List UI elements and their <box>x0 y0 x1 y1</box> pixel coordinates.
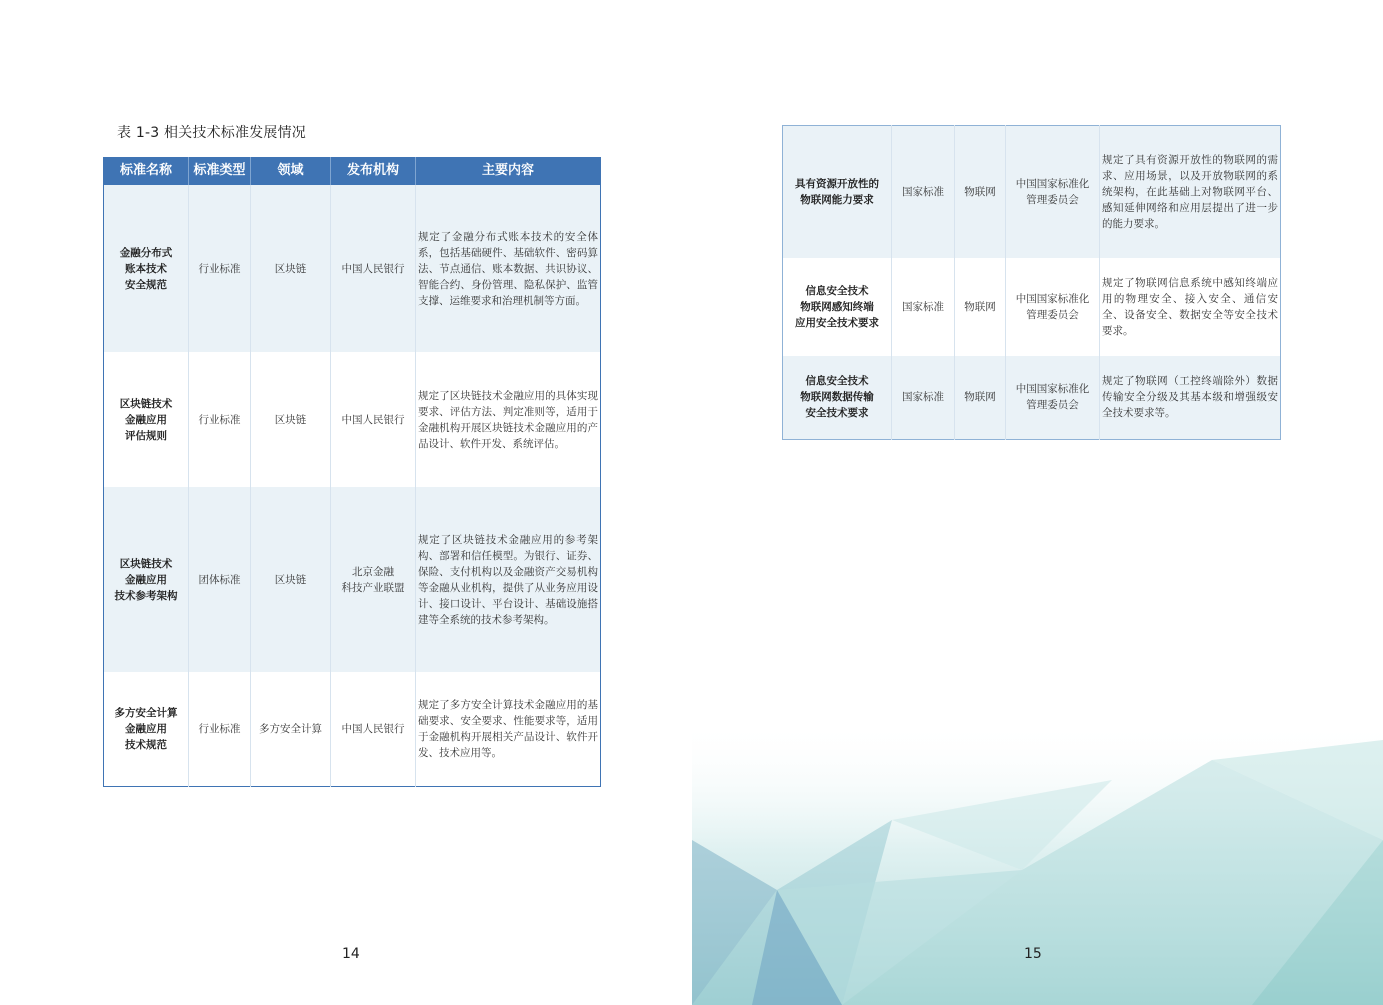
standard-org: 中国国家标准化 管理委员会 <box>1006 258 1100 356</box>
table-row <box>104 672 601 786</box>
standard-name: 信息安全技术 物联网感知终端 应用安全技术要求 <box>783 258 892 356</box>
decorative-background <box>692 720 1383 1005</box>
standard-org: 北京金融 科技产业联盟 <box>331 487 416 672</box>
table-header-row <box>104 157 601 185</box>
standard-field: 物联网 <box>955 258 1006 356</box>
standard-type: 团体标准 <box>189 487 251 672</box>
standard-content: 规定了多方安全计算技术金融应用的基础要求、安全要求、性能要求等，适用于金融机构开展相关产品设计、软件开发、技术应用等。 <box>418 698 598 759</box>
standard-name: 多方安全计算 金融应用 技术规范 <box>104 672 189 786</box>
standard-name: 具有资源开放性的 物联网能力要求 <box>783 126 892 258</box>
standard-content: 规定了物联网信息系统中感知终端应用的物理安全、接入安全、通信安全、设备安全、数据安全等安全技术要求。 <box>1102 276 1278 337</box>
standard-type: 行业标准 <box>189 672 251 786</box>
table-caption: 表 1-3 相关技术标准发展情况 <box>117 125 306 141</box>
standard-field: 区块链 <box>251 352 331 487</box>
standard-content: 规定了金融分布式账本技术的安全体系，包括基础硬件、基础软件、密码算法、节点通信、账本数据、共识协议、智能合约、身份管理、隐私保护、监管支撑、运维要求和治理机制等方面。 <box>416 185 601 352</box>
standards-table <box>103 157 601 787</box>
table-row <box>104 352 601 487</box>
table-row <box>783 258 1281 356</box>
standard-org: 中国国家标准化 管理委员会 <box>1006 126 1100 258</box>
standard-name: 区块链技术 金融应用 技术参考架构 <box>104 487 189 672</box>
standard-field: 区块链 <box>251 487 331 672</box>
standard-org: 中国人民银行 <box>331 352 416 487</box>
standard-type: 国家标准 <box>892 356 955 440</box>
table-row <box>783 126 1281 258</box>
standard-name: 信息安全技术 物联网数据传输 安全技术要求 <box>783 356 892 440</box>
header-org: 发布机构 <box>331 157 416 185</box>
standard-content: 规定了区块链技术金融应用的具体实现要求、评估方法、判定准则等，适用于金融机构开展区块链技术金融应用的产品设计、软件开发、系统评估。 <box>418 389 598 450</box>
standard-name: 金融分布式 账本技术 安全规范 <box>104 185 189 352</box>
header-name: 标准名称 <box>104 157 189 185</box>
header-content: 主要内容 <box>416 157 601 185</box>
standard-org: 中国人民银行 <box>331 185 416 352</box>
table-row <box>104 185 601 352</box>
table-row <box>104 487 601 672</box>
header-field: 领域 <box>251 157 331 185</box>
header-type: 标准类型 <box>189 157 251 185</box>
standards-table-continued <box>782 125 1281 440</box>
standard-field: 物联网 <box>955 356 1006 440</box>
standard-field: 多方安全计算 <box>251 672 331 786</box>
page-number: 14 <box>342 946 360 962</box>
standard-content: 规定了物联网（工控终端除外）数据传输安全分级及其基本级和增强级安全技术要求等。 <box>1100 356 1281 440</box>
standard-type: 国家标准 <box>892 258 955 356</box>
left-page <box>0 0 691 1005</box>
standard-field: 区块链 <box>251 185 331 352</box>
standard-type: 行业标准 <box>189 185 251 352</box>
page-number: 15 <box>1024 946 1042 962</box>
standard-content: 规定了区块链技术金融应用的参考架构、部署和信任模型。为银行、证券、保险、支付机构以及金融资产交易机构等金融从业机构，提供了从业务应用设计、接口设计、平台设计、基础设施搭建等全系统的技术参考架构。 <box>416 487 601 672</box>
standard-type: 国家标准 <box>892 126 955 258</box>
standard-org: 中国国家标准化 管理委员会 <box>1006 356 1100 440</box>
table-row <box>783 356 1281 440</box>
standard-org: 中国人民银行 <box>331 672 416 786</box>
standard-field: 物联网 <box>955 126 1006 258</box>
standard-content: 规定了具有资源开放性的物联网的需求、应用场景，以及开放物联网的系统架构，在此基础上对物联网平台、感知延伸网络和应用层提出了进一步的能力要求。 <box>1100 126 1281 258</box>
standard-type: 行业标准 <box>189 352 251 487</box>
standard-name: 区块链技术 金融应用 评估规则 <box>104 352 189 487</box>
right-page <box>692 0 1383 1005</box>
